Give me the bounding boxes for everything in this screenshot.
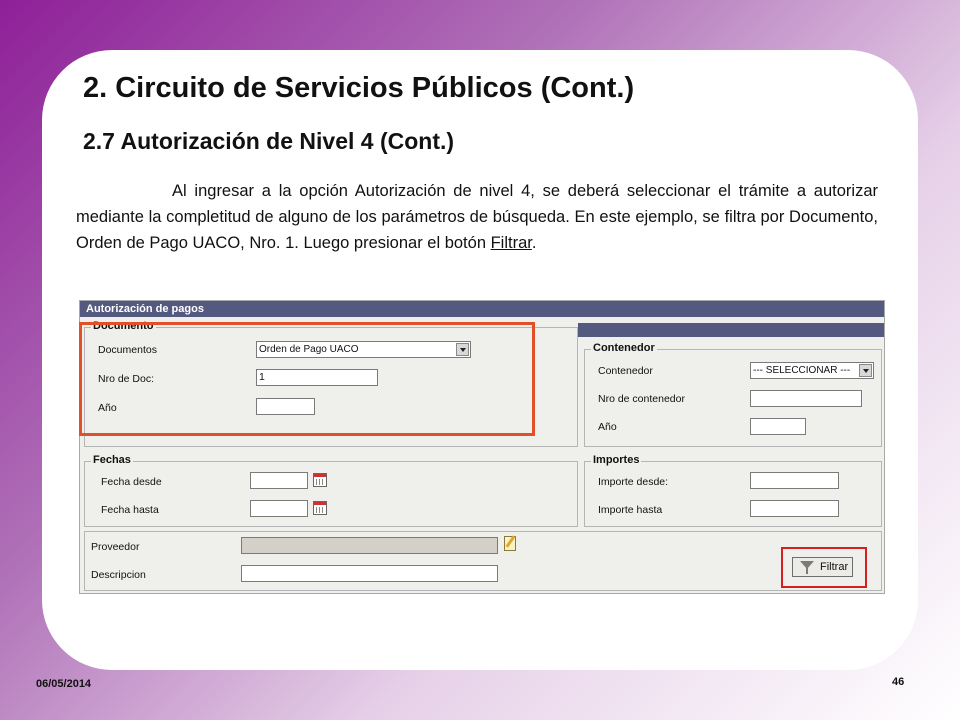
importes-group — [584, 454, 882, 527]
importe-hasta-input[interactable] — [750, 500, 839, 517]
descripcion-input[interactable] — [241, 565, 498, 582]
contenedor-legend: Contenedor — [593, 342, 655, 354]
fecha-hasta-input[interactable] — [250, 500, 308, 517]
filtrar-button-label: Filtrar — [820, 561, 849, 573]
body-text-main: Al ingresar a la opción Autorización de nivel 4, se deberá seleccionar el trámite a autorizar mediante la completitud de alguno de los parámetros de búsqueda. En este ejemplo, se filtra por Documento, Orden de Pago UACO, Nro. 1. Luego presionar el botón — [76, 182, 878, 252]
slide-title: 2. Circuito de Servicios Públicos (Cont.) — [83, 72, 635, 104]
slide-page-number: 46 — [892, 676, 905, 688]
proveedor-label: Proveedor — [91, 541, 140, 553]
documentos-label: Documentos — [98, 344, 157, 356]
slide-subtitle: 2.7 Autorización de Nivel 4 (Cont.) — [83, 128, 455, 154]
fechas-legend: Fechas — [93, 454, 131, 466]
documento-legend: Documento — [93, 320, 154, 332]
importe-desde-input[interactable] — [750, 472, 839, 489]
importe-desde-label: Importe desde: — [598, 476, 669, 488]
anio-doc-label: Año — [98, 402, 117, 414]
slide-body-text — [76, 178, 878, 256]
proveedor-input[interactable] — [241, 537, 498, 554]
fecha-desde-input[interactable] — [250, 472, 308, 489]
descripcion-label: Descripcion — [91, 569, 146, 581]
importe-hasta-label: Importe hasta — [598, 504, 663, 516]
importes-legend: Importes — [593, 454, 640, 466]
slide-date: 06/05/2014 — [36, 678, 92, 690]
anio-contenedor-label: Año — [598, 421, 617, 433]
window-header-bar — [578, 323, 884, 337]
documento-highlight-box — [79, 322, 535, 436]
contenedor-select[interactable] — [750, 362, 874, 379]
anio-contenedor-input[interactable] — [750, 418, 806, 435]
chevron-down-icon[interactable] — [859, 364, 872, 377]
contenedor-label: Contenedor — [598, 365, 653, 377]
filtrar-highlight-box — [781, 547, 867, 588]
body-text-end: . — [531, 234, 537, 252]
fecha-desde-label: Fecha desde — [101, 476, 162, 488]
window-titlebar: Autorización de pagos — [80, 301, 884, 317]
fecha-hasta-label: Fecha hasta — [101, 504, 159, 516]
documentos-select-value: Orden de Pago UACO — [259, 344, 359, 355]
edit-icon[interactable] — [504, 536, 516, 551]
nro-contenedor-label: Nro de contenedor — [598, 393, 685, 405]
body-text-filtrar-link: Filtrar — [490, 234, 532, 252]
nro-contenedor-input[interactable] — [750, 390, 862, 407]
nro-doc-input[interactable]: 1 — [256, 369, 378, 386]
calendar-icon[interactable] — [313, 501, 327, 515]
nro-doc-label: Nro de Doc: — [98, 373, 155, 385]
calendar-icon[interactable] — [313, 473, 327, 487]
fechas-group — [84, 454, 578, 527]
contenedor-select-value: --- SELECCIONAR --- — [753, 365, 851, 376]
